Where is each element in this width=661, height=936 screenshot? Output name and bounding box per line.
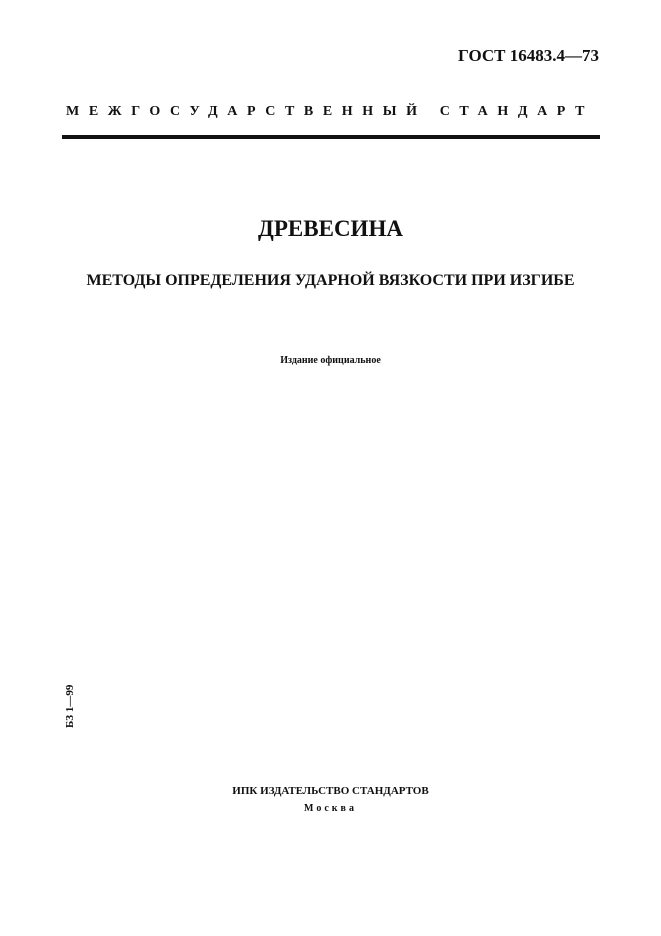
edition-note: Издание официальное [280,355,381,366]
document-code: ГОСТ 16483.4—73 [458,46,599,65]
standard-type-heading: МЕЖГОСУДАРСТВЕННЫЙ СТАНДАРТ [66,104,595,119]
publisher-city: Москва [304,803,357,814]
document-title: ДРЕВЕСИНА [258,216,403,241]
header-divider [62,135,600,139]
publisher-name: ИПК ИЗДАТЕЛЬСТВО СТАНДАРТОВ [232,785,429,797]
document-subtitle: МЕТОДЫ ОПРЕДЕЛЕНИЯ УДАРНОЙ ВЯЗКОСТИ ПРИ ИЗГИБЕ [86,272,575,289]
index-mark: БЗ 1—99 [64,684,76,728]
